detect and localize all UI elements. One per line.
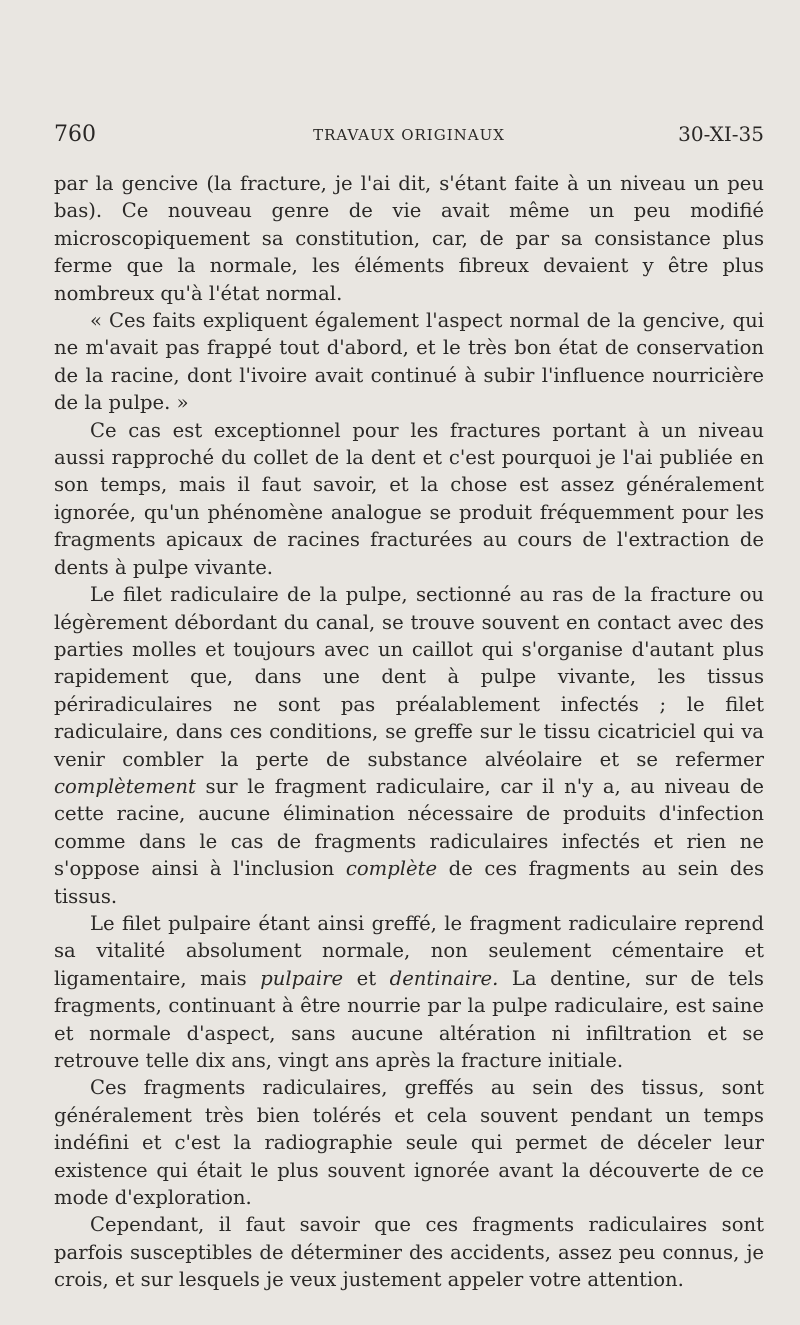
paragraph-5 (54, 910, 764, 1074)
running-title: TRAVAUX ORIGINAUX (313, 126, 505, 144)
text-run: et (343, 966, 390, 990)
text-run: Cependant, il faut savoir que ces fragments radiculaires sont parfois susceptibles de déterminer des accidents, assez peu connus, je crois, et sur lesquels je veux justement appeler votre attention. (54, 1213, 764, 1292)
page-number: 760 (54, 122, 96, 147)
body-text (54, 170, 764, 1294)
text-run: Le filet pulpaire étant ainsi greffé, le fragment radiculaire reprend sa vitalité absolument normale, non seulement cémentaire et ligamentaire, mais (54, 911, 764, 990)
text-run: Le filet radiculaire de la pulpe, sectionné au ras de la fracture ou légèrement débordant du canal, se trouve souvent en contact avec des parties molles et toujours avec un caillot qui s'organise d'autant plus rapidement que, dans une dent à pulpe vivante, les tissus périradiculaires ne sont pas préalablement infectés ; le filet radiculaire, dans ces conditions, se greffe sur le tissu cicatriciel qui va venir combler la perte de substance alvéolaire et se refermer (54, 583, 764, 771)
paragraph-3 (54, 417, 764, 581)
running-header (54, 122, 764, 146)
text-run: sur le fragment radiculaire, car il n'y a, au niveau de cette racine, aucune élimination nécessaire de produits d'infection comme dans le cas de fragments radiculaires infectés et rien ne s'oppose ainsi à l'inclusion (54, 774, 764, 881)
text-run: « Ces faits expliquent également l'aspect normal de la gencive, qui ne m'avait pas frappé tout d'abord, et le très bon état de conservation de la racine, dont l'ivoire avait continué à subir l'influence nourricière de la pulpe. » (54, 309, 764, 415)
italic-emphasis: complètement (54, 774, 196, 798)
italic-emphasis: dentinaire. (389, 966, 499, 990)
italic-emphasis: pulpaire (260, 966, 344, 990)
text-run: Ces fragments radiculaires, greffés au sein des tissus, sont généralement très bien tolérés et cela souvent pendant un temps indéfini et c'est la radiographie seule qui permet de déceler leur existence qui était le plus souvent ignorée avant la découverte de ce mode d'exploration. (54, 1076, 764, 1210)
text-run: par la gencive (la fracture, je l'ai dit, s'étant faite à un niveau un peu bas). Ce nouveau genre de vie avait même un peu modifié microscopiquement sa constitution, car, de par sa consistance plus ferme que la normale, les éléments fibreux devaient y être plus nombreux qu'à l'état normal. (54, 172, 764, 305)
issue-date: 30-XI-35 (678, 122, 764, 146)
text-run: de ces fragments au sein des tissus. (54, 857, 765, 908)
italic-emphasis: complète (345, 857, 438, 881)
paragraph-2 (54, 307, 764, 417)
paragraph-6 (54, 1074, 764, 1211)
paragraph-1 (54, 170, 764, 307)
paragraph-4 (54, 581, 764, 910)
paragraph-7 (54, 1211, 764, 1293)
text-run: Ce cas est exceptionnel pour les fractures portant à un niveau aussi rapproché du collet de la dent et c'est pourquoi je l'ai publiée en son temps, mais il faut savoir, et la chose est assez généralement ignorée, qu'un phénomène analogue se produit fréquemment pour les fragments apicaux de racines fracturées au cours de l'extraction de dents à pulpe vivante. (54, 418, 764, 579)
text-run: La dentine, sur de tels fragments, continuant à être nourrie par la pulpe radiculaire, est saine et normale d'aspect, sans aucune altération ni infiltration et se retrouve telle dix ans, vingt ans après la fracture initiale. (54, 966, 764, 1072)
